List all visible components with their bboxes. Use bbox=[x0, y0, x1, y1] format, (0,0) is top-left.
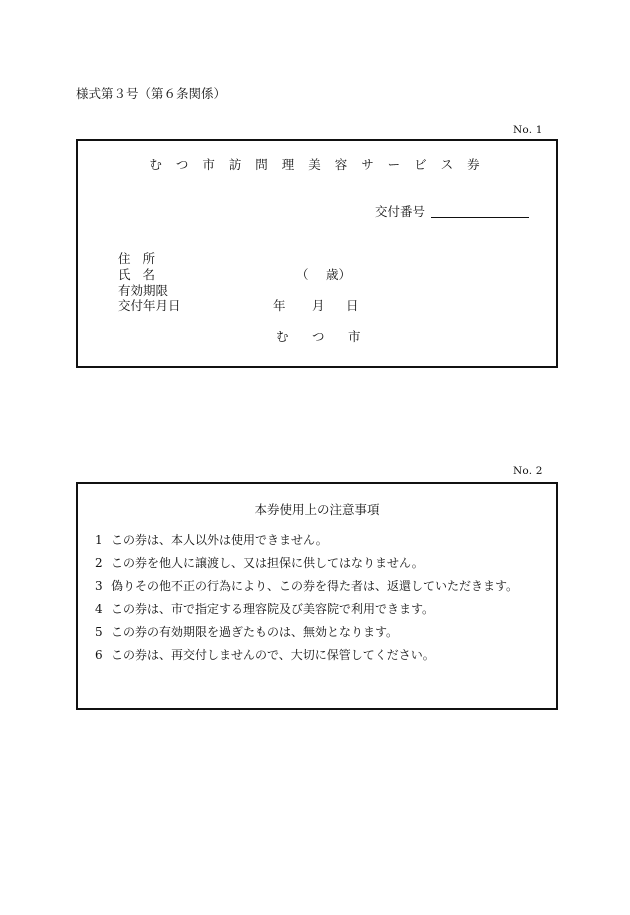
notice-item bbox=[95, 531, 328, 548]
notice-item-text: この券は、市で指定する理容院及び美容院で利用できます。 bbox=[111, 602, 435, 616]
notice-item bbox=[95, 600, 434, 617]
month-label: 月 bbox=[312, 298, 325, 313]
notice-item bbox=[95, 623, 398, 640]
age-open-paren: （ bbox=[296, 267, 309, 282]
name-label: 氏名 bbox=[118, 267, 168, 282]
notice-item bbox=[95, 646, 435, 663]
notice-item-number: 6 bbox=[95, 648, 103, 662]
issue-number-label: 交付番号 bbox=[375, 204, 426, 219]
service-ticket bbox=[76, 139, 558, 368]
issue-number-field bbox=[431, 217, 529, 218]
notice-item-text: この券を他人に譲渡し、又は担保に供してはなりません。 bbox=[111, 556, 424, 570]
notice-item-number: 2 bbox=[95, 556, 103, 570]
day-label: 日 bbox=[346, 298, 359, 313]
ticket-number-label: No. 1 bbox=[513, 124, 543, 136]
year-label: 年 bbox=[273, 298, 286, 313]
issuer-char: つ bbox=[312, 329, 325, 344]
address-label: 住所 bbox=[118, 251, 168, 266]
notice-title: 本券使用上の注意事項 bbox=[254, 502, 380, 517]
usage-notice bbox=[76, 482, 558, 710]
form-title: 様式第３号（第６条関係） bbox=[76, 86, 227, 101]
notice-item bbox=[95, 554, 424, 571]
validity-label: 有効期限 bbox=[118, 283, 169, 298]
issuer-char: む bbox=[276, 329, 289, 344]
notice-item-number: 3 bbox=[95, 579, 103, 593]
age-label: 歳） bbox=[326, 267, 352, 282]
notice-item-text: この券は、再交付しませんので、大切に保管してください。 bbox=[111, 648, 435, 662]
issuer-char: 市 bbox=[348, 329, 361, 344]
notice-item-number: 5 bbox=[95, 625, 103, 639]
notice-item-number: 1 bbox=[95, 533, 103, 547]
ticket-heading: む つ 市 訪 問 理 美 容 サ ー ビ ス 券 bbox=[149, 157, 485, 172]
notice-item bbox=[95, 577, 518, 594]
notice-item-text: この券の有効期限を過ぎたものは、無効となります。 bbox=[111, 625, 399, 639]
notice-item-text: この券は、本人以外は使用できません。 bbox=[111, 533, 328, 547]
notice-item-number: 4 bbox=[95, 602, 103, 616]
notice-number-label: No. 2 bbox=[513, 465, 543, 477]
notice-item-text: 偽りその他不正の行為により、この券を得た者は、返還していただきます。 bbox=[111, 579, 519, 593]
issue-date-label: 交付年月日 bbox=[118, 298, 181, 313]
